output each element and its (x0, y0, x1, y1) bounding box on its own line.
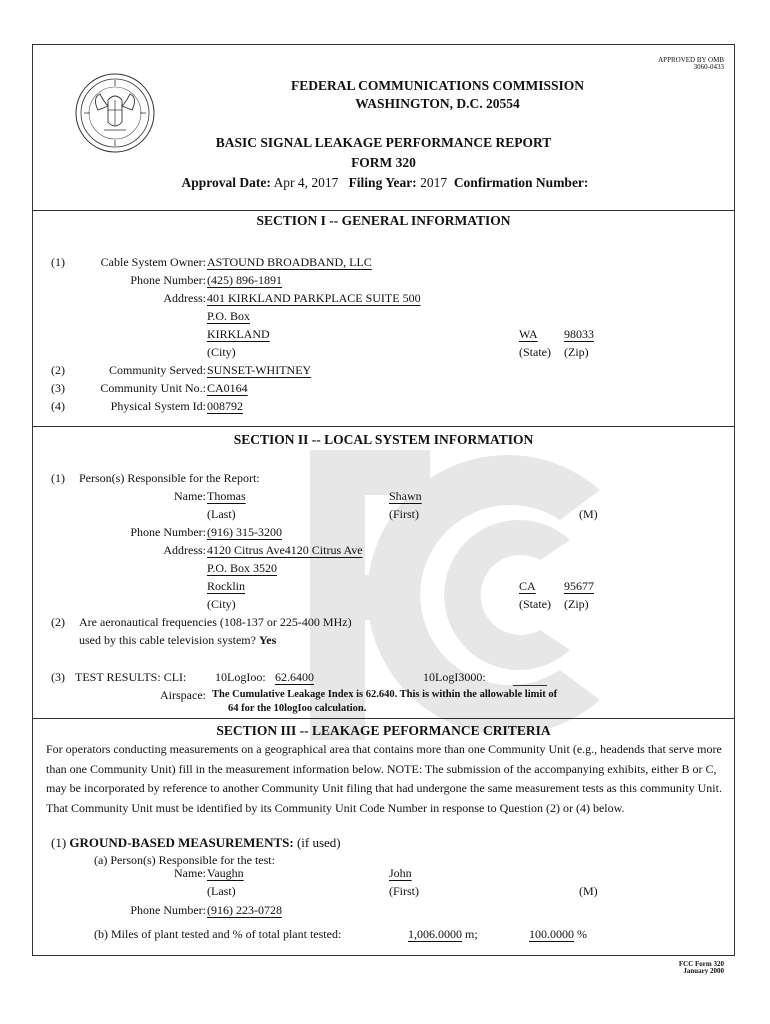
agency-name: FEDERAL COMMUNICATIONS COMMISSION (290, 78, 585, 93)
s3-first-value: John (389, 866, 412, 880)
footer-line1: FCC Form 320 (678, 960, 724, 968)
s2-address-label: Address: (163, 543, 206, 557)
s1-address-label: Address: (163, 291, 206, 305)
s2-last-caption: (Last) (207, 507, 236, 521)
approval-date: Apr 4, 2017 (273, 175, 339, 190)
s1-num-4: (4) (51, 399, 65, 413)
s1-zip-caption: (Zip) (564, 345, 589, 359)
percent-value: 100.0000 (529, 927, 574, 941)
s2-address-value: 4120 Citrus Ave4120 Citrus Ave (207, 543, 363, 557)
miles-value: 1,006.0000 (408, 927, 462, 941)
physid-label: Physical System Id: (110, 399, 206, 413)
percent-unit: % (577, 927, 587, 941)
s1-state-value: WA (519, 327, 538, 341)
omb-approval (600, 57, 724, 71)
s1-state-caption: (State) (519, 345, 551, 359)
s2-pobox-value: P.O. Box 3520 (207, 561, 278, 575)
s2-city-value: Rocklin (207, 579, 245, 593)
report-title: BASIC SIGNAL LEAKAGE PERFORMANCE REPORT (215, 135, 552, 150)
approval-line (0, 175, 770, 191)
log-i3000-label: 10LogI3000: (423, 670, 486, 684)
log-ioo-value: 62.6400 (275, 670, 314, 684)
s3-middle-caption: (M) (579, 884, 598, 898)
community-label: Community Served: (109, 363, 206, 377)
s1-num-2: (2) (51, 363, 65, 377)
log-ioo-label: 10LogIoo: (215, 670, 266, 684)
miles-label: (b) Miles of plant tested and % of total plant tested: (94, 927, 342, 941)
s1-num-3: (3) (51, 381, 65, 395)
s2-middle-caption: (M) (579, 507, 598, 521)
s2-state-caption: (State) (519, 597, 551, 611)
filing-label: Filing Year: (348, 175, 417, 190)
owner-value: ASTOUND BROADBAND, LLC (207, 255, 372, 269)
miles-unit: m; (465, 927, 478, 941)
s2-num-3: (3) (51, 670, 65, 684)
unit-value: CA0164 (207, 381, 248, 395)
test-results-label: TEST RESULTS: CLI: (75, 670, 187, 684)
s3-num-1: (1) (51, 835, 67, 850)
s2-zip-value: 95677 (564, 579, 594, 593)
s1-phone-value: (425) 896-1891 (207, 273, 282, 287)
owner-label: Cable System Owner: (100, 255, 206, 269)
unit-label: Community Unit No.: (100, 381, 206, 395)
s3-first-caption: (First) (389, 884, 419, 898)
s2-first-value: Shawn (389, 489, 422, 503)
percent-entry (529, 927, 587, 942)
s2-phone-value: (916) 315-3200 (207, 525, 282, 539)
s1-zip-value: 98033 (564, 327, 594, 341)
s1-phone-label: Phone Number: (130, 273, 206, 287)
s1-city-caption: (City) (207, 345, 236, 359)
s3-last-caption: (Last) (207, 884, 236, 898)
s3-phone-label: Phone Number: (130, 903, 206, 917)
form-number: FORM 320 (351, 155, 416, 170)
miles-entry (408, 927, 478, 942)
s2-num-2: (2) (51, 615, 65, 629)
divider-header (32, 210, 735, 211)
s2-zip-caption: (Zip) (564, 597, 589, 611)
aero-answer: Yes (258, 633, 277, 647)
s3-name-label: Name: (174, 866, 206, 880)
log-i3000-blank (513, 685, 547, 686)
ground-label: GROUND-BASED MEASUREMENTS: (69, 835, 294, 850)
s1-address-value: 401 KIRKLAND PARKPLACE SUITE 500 (207, 291, 421, 305)
s1-pobox-value: P.O. Box (207, 309, 251, 323)
section3-paragraph: For operators conducting measurements on a geographical area that contains more than one Community Unit (e.g., headends that serve more than one Community Unit) fill in the measurement information below. NOTE: The submission of the accompanying exhibits, either B or C, may be incorporated by reference to another Community Unit filing that had undergone the same measurement tests as this community Unit. That Community Unit must be identified by its Community Unit Code Number in response to Question (2) or (4) below. (46, 742, 722, 815)
airspace-label: Airspace: (160, 688, 206, 702)
ground-note: (if used) (296, 835, 341, 850)
s1-num-1: (1) (51, 255, 65, 269)
omb-line1: APPROVED BY OMB (658, 56, 724, 64)
s3-phone-value: (916) 223-0728 (207, 903, 282, 917)
agency-city: WASHINGTON, D.C. 20554 (355, 96, 520, 111)
s2-city-caption: (City) (207, 597, 236, 611)
ground-line (51, 835, 341, 851)
divider-section1 (32, 426, 735, 427)
aero-question-line2 (79, 633, 276, 648)
s2-last-value: Thomas (207, 489, 246, 503)
physid-value: 008792 (207, 399, 243, 413)
s1-city-value: KIRKLAND (207, 327, 270, 341)
airspace-line2: 64 for the 10logIoo calculation. (228, 703, 367, 714)
aero-question-line1: Are aeronautical frequencies (108-137 or 225-400 MHz) (79, 615, 352, 629)
s2-phone-label: Phone Number: (130, 525, 206, 539)
section2-title: SECTION II -- LOCAL SYSTEM INFORMATION (233, 432, 534, 447)
approval-label: Approval Date: (181, 175, 271, 190)
s2-state-value: CA (519, 579, 536, 593)
s2-first-caption: (First) (389, 507, 419, 521)
s3-resp-label: (a) Person(s) Responsible for the test: (94, 853, 275, 867)
footer-line2: January 2000 (683, 967, 724, 975)
section3-title: SECTION III -- LEAKAGE PEFORMANCE CRITERIA (216, 723, 551, 738)
s2-num-1: (1) (51, 471, 65, 485)
responsible-label: Person(s) Responsible for the Report: (79, 471, 260, 485)
filing-year: 2017 (420, 175, 448, 190)
s3-last-value: Vaughn (207, 866, 244, 880)
omb-line2: 3060-0433 (693, 63, 724, 71)
community-value: SUNSET-WHITNEY (207, 363, 312, 377)
aero-question-text: used by this cable television system? (79, 633, 256, 647)
form-footer (600, 961, 724, 975)
confirmation-label: Confirmation Number: (453, 175, 589, 190)
s2-name-label: Name: (174, 489, 206, 503)
section1-title: SECTION I -- GENERAL INFORMATION (256, 213, 511, 228)
airspace-line1: The Cumulative Leakage Index is 62.640. This is within the allowable limit of (212, 689, 558, 700)
